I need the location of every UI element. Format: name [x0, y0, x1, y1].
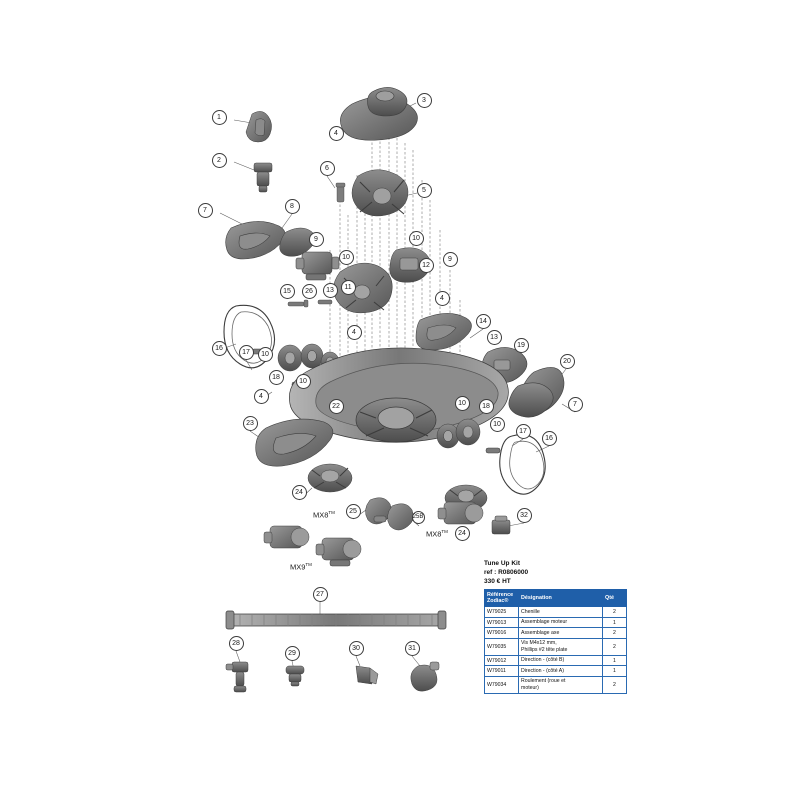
callout-22-29[interactable]: 22 [329, 399, 344, 414]
part-mx9-motor [316, 538, 361, 566]
callout-19-21[interactable]: 19 [514, 338, 529, 353]
brand-label-trademark: TM [328, 510, 335, 515]
kit-table-body [485, 607, 627, 694]
part-7-shroud-right [509, 383, 553, 417]
table-row [485, 655, 627, 666]
brand-label-mx9-2 [290, 562, 312, 572]
kit-cell-designation-line: Assemblage moteur [521, 619, 568, 626]
kit-title-line1: Tune Up Kit [484, 560, 520, 567]
kit-cell-designation-line: Chenille [521, 608, 540, 615]
callout-10-25[interactable]: 10 [258, 347, 273, 362]
kit-cell-designation [519, 655, 603, 666]
callout-4-18[interactable]: 4 [347, 325, 362, 340]
kit-cell-reference: W79025 [485, 607, 519, 618]
part-30-adapter [356, 666, 378, 684]
callout-14-19[interactable]: 14 [476, 314, 491, 329]
kit-cell-designation-line: Phillips #2 tête plate [521, 646, 568, 653]
part-14-deflector [416, 313, 472, 350]
brand-label-text: MX8 [426, 529, 442, 539]
callout-10-34[interactable]: 10 [490, 417, 505, 432]
callout-7-33[interactable]: 7 [568, 397, 583, 412]
table-row [485, 666, 627, 677]
callout-10-9[interactable]: 10 [339, 250, 354, 265]
kit-cell-designation [519, 666, 603, 677]
callout-2-1[interactable]: 2 [212, 153, 227, 168]
callout-26-16[interactable]: 26 [302, 284, 317, 299]
kit-cell-designation [519, 638, 603, 655]
callout-28-43[interactable]: 28 [229, 636, 244, 651]
callout-13-17[interactable]: 13 [323, 283, 338, 298]
callout-3-2[interactable]: 3 [417, 93, 432, 108]
kit-cell-reference: W79011 [485, 666, 519, 677]
kit-cell-designation-line: Vis M4x12 mm, [521, 640, 557, 647]
part-31-elbow [411, 662, 439, 691]
part-7-shroud-left [226, 221, 286, 259]
part-28-valve [226, 662, 248, 692]
kit-title-line3: 330 € HT [484, 577, 511, 585]
callout-18-26[interactable]: 18 [269, 370, 284, 385]
part-3-cover [340, 87, 417, 140]
kit-table [484, 589, 627, 694]
brand-label-text: MX9 [290, 562, 306, 572]
kit-cell-reference: W79035 [485, 638, 519, 655]
callout-4-28[interactable]: 4 [254, 389, 269, 404]
part-15-motor-assembly [296, 252, 339, 280]
callout-1-0[interactable]: 1 [212, 110, 227, 125]
callout-4-3[interactable]: 4 [329, 126, 344, 141]
kit-header-reference-line2: Zodiac® [487, 598, 509, 605]
kit-header-reference-line1: Référence [487, 592, 514, 599]
part-24-brush-left [308, 464, 352, 492]
kit-cell-designation [519, 607, 603, 618]
callout-13-20[interactable]: 13 [487, 330, 502, 345]
kit-cell-qty: 1 [603, 617, 627, 628]
part-2-cap [254, 163, 272, 192]
kit-cell-designation-line: Roulement (roue et [521, 678, 566, 685]
tune-up-kit-panel [484, 560, 626, 694]
brand-label-mx8-1 [426, 529, 448, 539]
kit-cell-reference: W79016 [485, 628, 519, 639]
callout-29-44[interactable]: 29 [285, 646, 300, 661]
callout-7-6[interactable]: 7 [198, 203, 213, 218]
part-6-screw [336, 183, 345, 202]
callout-17-24[interactable]: 17 [239, 345, 254, 360]
table-row [485, 676, 627, 693]
callout-30-45[interactable]: 30 [349, 641, 364, 656]
part-23-bumper [256, 419, 333, 466]
callout-15-15[interactable]: 15 [280, 284, 295, 299]
brand-label-mx8-0 [313, 510, 335, 520]
kit-cell-qty: 2 [603, 676, 627, 693]
callout-9-8[interactable]: 9 [309, 232, 324, 247]
kit-cell-reference: W79012 [485, 655, 519, 666]
kit-cell-qty: 1 [603, 666, 627, 677]
kit-header-qty: Qté [603, 590, 627, 607]
part-27-hose [226, 611, 446, 629]
callout-27-42[interactable]: 27 [313, 587, 328, 602]
part-32-filter [492, 516, 510, 534]
kit-cell-designation [519, 628, 603, 639]
table-row [485, 617, 627, 628]
callout-18-32[interactable]: 18 [479, 399, 494, 414]
callout-17-35[interactable]: 17 [516, 424, 531, 439]
callout-6-5[interactable]: 6 [320, 161, 335, 176]
callout-12-13[interactable]: 12 [419, 258, 434, 273]
callout-9-11[interactable]: 9 [443, 252, 458, 267]
kit-cell-designation [519, 676, 603, 693]
callout-16-23[interactable]: 16 [212, 341, 227, 356]
callout-10-27[interactable]: 10 [296, 374, 311, 389]
kit-header-designation: Désignation [519, 590, 603, 607]
kit-cell-qty: 2 [603, 628, 627, 639]
kit-cell-reference: W79013 [485, 617, 519, 628]
part-16-track-right [500, 435, 545, 495]
kit-header-reference [485, 590, 519, 607]
kit-cell-qty: 2 [603, 607, 627, 618]
table-row [485, 607, 627, 618]
kit-cell-designation-line: Assemblage axe [521, 629, 560, 636]
callout-10-31[interactable]: 10 [455, 396, 470, 411]
part-25b-nozzle [387, 504, 413, 530]
callout-24-37[interactable]: 24 [292, 485, 307, 500]
part-1-bracket [246, 111, 272, 142]
kit-title [484, 560, 626, 586]
part-mx8-motor-left [264, 526, 309, 548]
callout-16-36[interactable]: 16 [542, 431, 557, 446]
callout-32-41[interactable]: 32 [517, 508, 532, 523]
kit-title-line2: ref : R0806000 [484, 568, 529, 576]
kit-cell-reference: W79034 [485, 676, 519, 693]
kit-cell-qty: 1 [603, 655, 627, 666]
callout-10-10[interactable]: 10 [409, 231, 424, 246]
part-13-pin-set [288, 300, 332, 307]
kit-cell-designation [519, 617, 603, 628]
table-row [485, 638, 627, 655]
table-row [485, 628, 627, 639]
kit-table-header-row [485, 590, 627, 607]
brand-label-text: MX8 [313, 510, 329, 520]
kit-cell-designation-line: Direction - (côté A) [521, 667, 564, 674]
callout-25-38[interactable]: 25 [346, 504, 361, 519]
callout-23-30[interactable]: 23 [243, 416, 258, 431]
callout-20-22[interactable]: 20 [560, 354, 575, 369]
callout-11-12[interactable]: 11 [341, 280, 356, 295]
callout-24-40[interactable]: 24 [455, 526, 470, 541]
part-mx8-motor-right [438, 502, 483, 524]
callout-8-7[interactable]: 8 [285, 199, 300, 214]
brand-label-trademark: TM [305, 562, 312, 567]
kit-cell-qty: 2 [603, 638, 627, 655]
callout-25B-39[interactable]: 25B [412, 511, 425, 524]
kit-cell-designation-line: moteur) [521, 684, 539, 691]
brand-label-trademark: TM [441, 529, 448, 534]
part-29-fitting [286, 666, 304, 686]
callout-5-4[interactable]: 5 [417, 183, 432, 198]
callout-31-46[interactable]: 31 [405, 641, 420, 656]
callout-4-14[interactable]: 4 [435, 291, 450, 306]
part-5-impeller [352, 170, 408, 216]
kit-cell-designation-line: Direction - (côté B) [521, 657, 565, 664]
